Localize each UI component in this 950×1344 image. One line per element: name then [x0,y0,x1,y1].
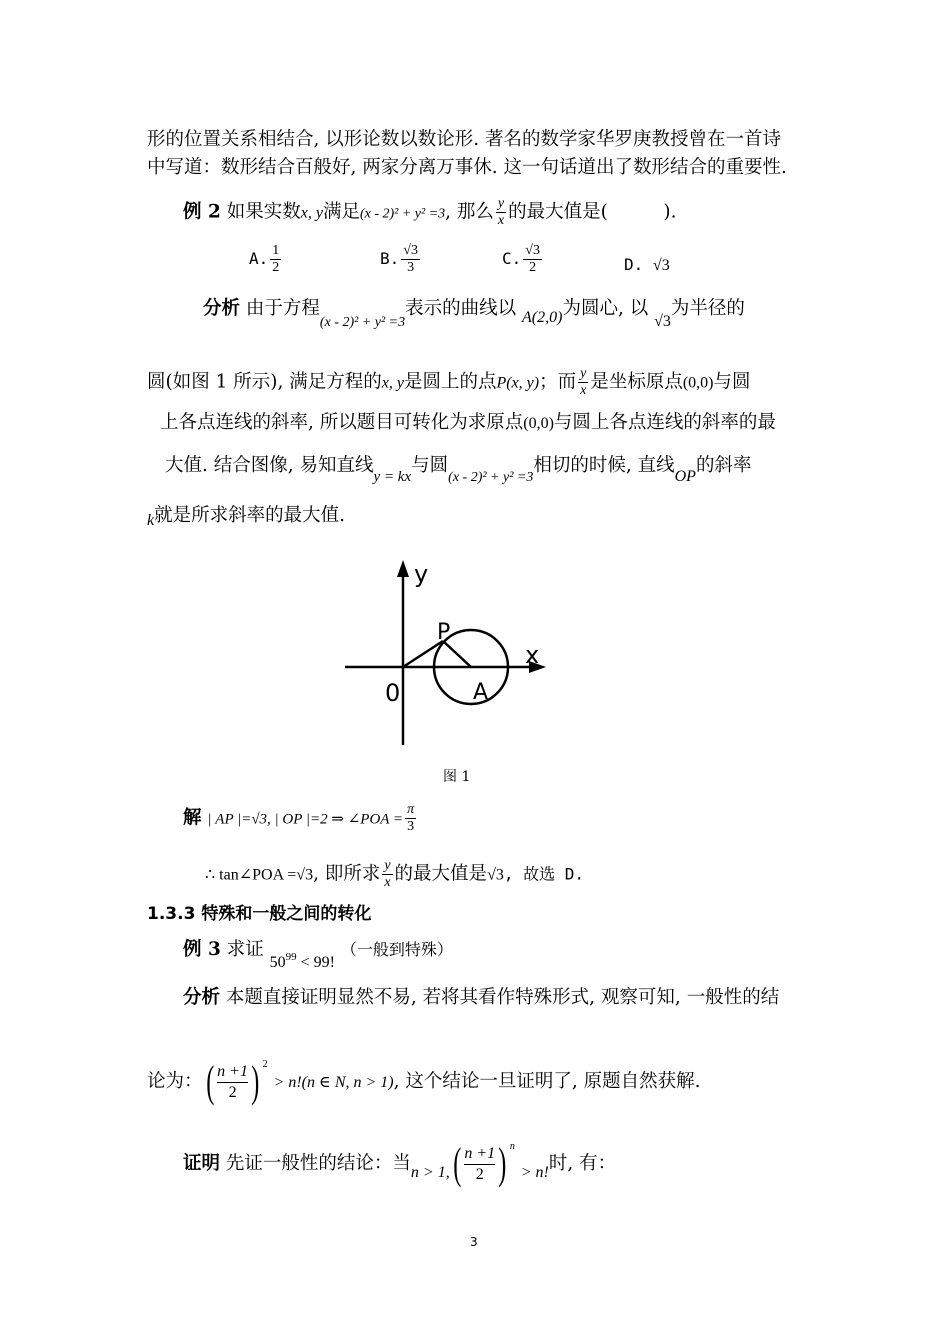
analysis-text: 与圆 [411,455,449,476]
example2-text-mid: 满足 [322,201,360,223]
a-label: A [473,680,489,705]
option-c[interactable] [502,243,544,276]
example2-text-after: 的最大值是( ). [508,201,677,223]
analysis-origin: (0,0) [682,374,714,392]
analysis3-text: 本题直接证明显然不易, 若将其看作特殊形式, 观察可知, 一般性的结 [225,987,780,1008]
origin-label: 0 [385,679,401,707]
x-label: x [525,641,540,669]
example2-equation: (x - 2)² + y² =3 [359,206,446,222]
frac-den: x [497,213,505,228]
solution-fraction-2 [382,858,392,891]
para1-line2: 中写道：数形结合百般好, 两家分离万事休. 这一句话道出了数形结合的重要性. [147,157,787,178]
frac-num: y [497,196,505,211]
example3-exp: 99 [285,951,297,963]
solution-text: , 即所求 [313,863,381,885]
frac-den: 2 [464,1164,495,1185]
solution-tan: ∴ tan∠POA =√3 [205,866,314,884]
option-a[interactable] [249,243,283,276]
figure-caption: 图 1 [443,769,471,785]
proof-text: 先证一般性的结论：当 [225,1153,411,1174]
option-c-frac [523,243,542,276]
example3-text: 求证 [226,939,264,960]
right-paren: ) [498,1139,507,1188]
y-axis-arrow [397,560,409,577]
analysis-point-p: P(x, y) [496,374,540,392]
example3-base: 50 [269,954,286,971]
option-d-value: √3 [652,257,670,274]
analysis-line2 [147,366,751,399]
analysis-line4 [165,453,752,485]
proof-fraction [464,1144,495,1185]
analysis3-fraction [217,1062,248,1103]
frac-den: x [384,875,391,890]
frac-num: π [407,802,415,817]
analysis-label: 分析 [203,298,241,319]
analysis3-rel: > n! [273,1074,302,1091]
analysis3-text: , 这个结论一旦证明了, 原题自然获解. [393,1071,701,1092]
analysis-vars: x, y [381,374,404,392]
analysis-text: 与圆 [713,371,751,393]
proof-condition: n > 1, [410,1164,450,1181]
frac-den: 2 [523,259,542,276]
analysis-text: 的斜率 [695,455,752,476]
left-paren: ( [453,1139,462,1188]
analysis-line3 [160,410,776,437]
frac-den: 2 [272,260,280,275]
analysis-text: 大值. 结合图像, 易知直线 [165,455,374,476]
proof-exp: n [509,1141,515,1152]
analysis-origin: (0,0) [523,415,554,432]
option-b-frac [401,243,420,276]
solution-text: 的最大值是 [394,863,488,885]
example3-line [183,932,453,971]
frac-num: √3 [403,243,418,258]
frac-num: y [580,366,587,381]
proof-rel: > n! [520,1164,549,1181]
analysis-k: k [147,512,155,529]
option-b[interactable] [380,243,422,276]
example3-inequality [269,951,335,971]
p-label: P [437,620,451,645]
frac-num: 1 [272,243,280,258]
section-heading: 1.3.3 特殊和一般之间的转化 [147,904,372,924]
left-paren: ( [205,1057,214,1106]
example3-note: （一般到特殊） [340,940,453,959]
analysis-line-eq: y = kx [373,469,412,485]
analysis-text: 是圆上的点 [403,371,497,393]
frac-den: 3 [405,818,416,835]
analysis-text: 圆(如图 1 所示), 满足方程的 [147,371,382,393]
example3-label: 例 3 [183,939,221,960]
analysis3-text: 论为： [147,1071,203,1092]
solution-line1 [183,802,418,835]
frac-den: 2 [217,1082,248,1103]
solution-expr: | AP |=√3, | OP |=2 ⇒ ∠POA = [207,811,404,828]
example3-rest: < 99! [300,954,335,971]
analysis3-condition: (n ∈ N, n > 1) [301,1074,394,1091]
example2-question [183,196,676,229]
frac-num: y [384,858,391,873]
example2-text-then: , 那么 [445,201,494,223]
y-label: y [414,560,429,588]
analysis-equation: (x - 2)² + y² =3 [319,315,406,330]
para1-line1: 形的位置关系相结合, 以形论数以数论形. 著名的数学家华罗庚教授曾在一首诗 [147,129,782,150]
option-d-letter: D. [624,255,644,274]
analysis-line5 [147,503,345,530]
analysis-fraction [578,366,588,399]
option-a-frac [270,243,281,276]
analysis-text: 就是所求斜率的最大值. [154,505,345,526]
option-b-letter: B. [380,249,400,268]
figure-1 [330,555,560,755]
analysis-radius: √3 [654,313,671,330]
frac-num: √3 [525,243,540,258]
analysis-text: 与圆上各点连线的斜率的最 [553,412,776,433]
analysis-text: 是坐标原点 [590,371,683,393]
analysis3-exp: 2 [262,1059,268,1070]
analysis3-label: 分析 [183,987,221,1008]
frac-den: 3 [401,259,420,276]
solution-label: 解 [183,807,202,829]
option-a-letter: A. [249,249,269,268]
example2-label: 例 2 [183,201,221,223]
solution-answer: , 故选 D. [503,864,585,884]
analysis-text: 上各点连线的斜率, 所以题目可转化为求原点 [160,412,524,433]
example2-fraction [496,196,506,229]
analysis-line1 [203,296,745,330]
solution-value: √3 [487,866,504,884]
proof-label: 证明 [183,1153,221,1174]
solution-fraction [405,802,416,835]
analysis3-line1 [183,985,779,1011]
analysis-text: 为圆心, 以 [562,298,649,319]
option-d[interactable] [624,252,670,279]
analysis-op: OP [674,468,696,485]
frac-num: n +1 [217,1062,248,1080]
option-c-letter: C. [502,249,522,268]
analysis-center-point: A(2,0) [522,309,563,326]
analysis-text: ；而 [539,371,577,393]
page-number: 3 [470,1235,478,1249]
proof-line [183,1124,616,1188]
frac-num: n +1 [464,1144,496,1162]
analysis-text: 相切的时候, 直线 [533,455,675,476]
frac-den: x [580,383,587,398]
analysis-text: 表示的曲线以 [405,298,517,319]
analysis-text: 为半径的 [670,298,745,319]
analysis3-line2 [147,1042,701,1106]
example2-text-before: 如果实数 [226,201,301,223]
solution-line2 [205,858,584,891]
analysis-text: 由于方程 [245,298,320,319]
example2-vars: x, y [300,204,323,222]
analysis-equation: (x - 2)² + y² =3 [448,470,534,485]
right-paren: ) [251,1057,260,1106]
proof-text: 时, 有： [548,1153,617,1174]
